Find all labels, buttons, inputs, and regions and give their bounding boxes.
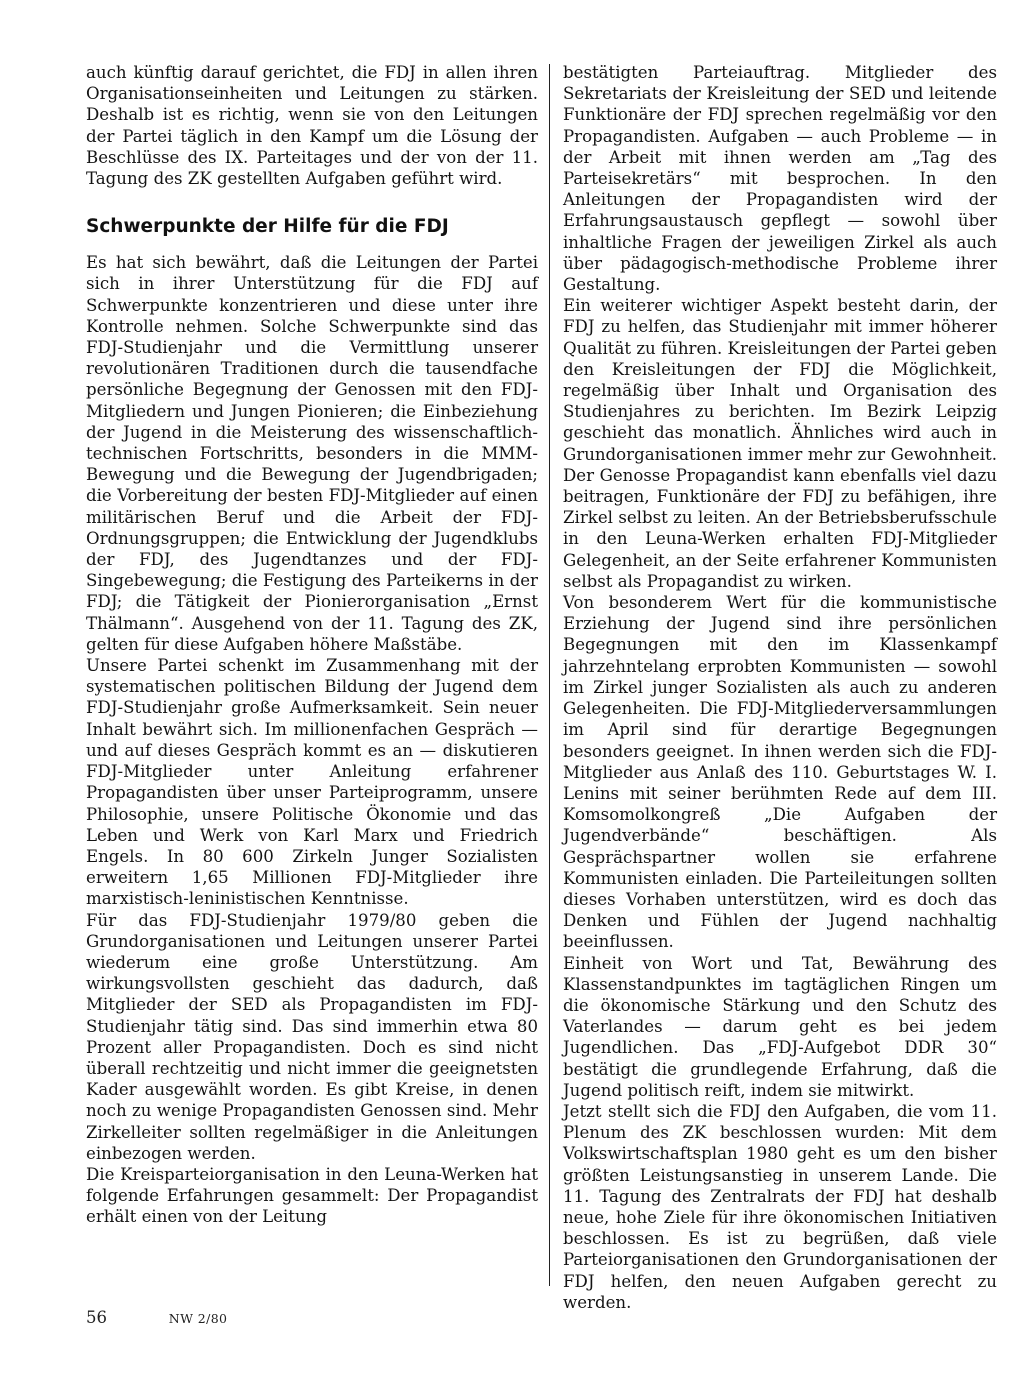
paragraph: Jetzt stellt sich die FDJ den Aufgaben, die vom 11. Plenum des ZK beschlossen wurden: Mit dem Volkswirtschaftsplan 1980 geht es um den bisher größten Leistungsanstieg in unserem Lande. Die 11. Tagung des Zentralrats der FDJ hat deshalb neue, hohe Ziele für ihre ökonomischen Initiativen beschlossen. Es ist zu begrüßen, daß viele Parteiorganisationen den Grundorganisationen der FDJ helfen, den neuen Aufgaben gerecht zu werden. xyxy=(563,1101,997,1312)
right-column xyxy=(563,62,997,1313)
paragraph: Es hat sich bewährt, daß die Leitungen der Partei sich in ihrer Unterstützung für die FDJ auf Schwerpunkte konzentrieren und diese unter ihre Kontrolle nehmen. Solche Schwerpunkte sind das FDJ-Studienjahr und die Vermittlung unserer revolutionären Traditionen durch die tausendfache persönliche Begegnung der Genossen mit den FDJ-Mitgliedern und Jungen Pionieren; die Einbeziehung der Jugend in die Meisterung des wissenschaftlich-technischen Fortschritts, besonders in die MMM-Bewegung und die Bewegung der Jugendbrigaden; die Vorbereitung der besten FDJ-Mitglieder auf einen militärischen Beruf und die Arbeit der FDJ-Ordnungsgruppen; die Entwicklung der Jugendklubs der FDJ, des Jugendtanzes und der FDJ-Singebewegung; die Festigung des Parteikerns in der FDJ; die Tätigkeit der Pionierorganisation „Ernst Thälmann“. Ausgehend von der 11. Tagung des ZK, gelten für diese Aufgaben höhere Maßstäbe. xyxy=(86,253,538,654)
paragraph: Die Kreisparteiorganisation in den Leuna-Werken hat folgende Erfahrungen gesammelt: Der Propagandist erhält einen von der Leitung xyxy=(86,1164,538,1227)
page-footer xyxy=(86,1308,227,1327)
paragraph-continued: bestätigten Parteiauftrag. Mitglieder des Sekretariats der Kreisleitung der SED und leitende Funktionäre der FDJ sprechen regelmäßig vor den Propagandisten. Aufgaben — auch Probleme — in der Arbeit mit ihnen werden am „Tag des Parteisekretärs“ mit besprochen. In den Anleitungen der Propagandisten wird der Erfahrungsaustausch gepflegt — sowohl über inhaltliche Fragen der jeweiligen Zirkel als auch über pädagogisch-methodische Probleme ihrer Gestaltung. xyxy=(563,63,997,295)
paragraph: Unsere Partei schenkt im Zusammenhang mit der systematischen politischen Bildung der Jugend dem FDJ-Studienjahr große Aufmerksamkeit. Sein neuer Inhalt bewährt sich. Im millionenfachen Gespräch — und auf dieses Gespräch kommt es an — diskutieren FDJ-Mitglieder unter Anleitung erfahrener Propagandisten über unser Parteiprogramm, unsere Philosophie, unsere Politische Ökonomie und das Leben und Werk von Karl Marx und Friedrich Engels. In 80 600 Zirkeln Junger Sozialisten erweitern 1,65 Millionen FDJ-Mitglieder ihre marxistisch-leninistischen Kenntnisse. xyxy=(86,656,538,909)
paragraph: Für das FDJ-Studienjahr 1979/80 geben die Grundorganisationen und Leitungen unserer Partei wiederum eine große Unterstützung. Am wirkungsvollsten geschieht das dadurch, daß Mitglieder der SED als Propagandisten im FDJ-Studienjahr tätig sind. Das sind immerhin etwa 80 Prozent aller Propagandisten. Doch es sind nicht überall rechtzeitig und nicht immer die geeignetsten Kader ausgewählt worden. Es gibt Kreise, in denen noch zu wenige Propagandisten Genossen sind. Mehr Zirkelleiter sollten regelmäßiger in die Anleitungen einbezogen werden. xyxy=(86,910,538,1163)
section-heading: Schwerpunkte der Hilfe für die FDJ xyxy=(86,216,449,238)
paragraph: Von besonderem Wert für die kommunistische Erziehung der Jugend sind ihre persönlichen Begegnungen mit den im Klassenkampf jahrzehntelang erprobten Kommunisten — sowohl im Zirkel junger Sozialisten als auch zu anderen Gelegenheiten. Die FDJ-Mitgliederversammlungen im April sind für derartige Begegnungen besonders geeignet. In ihnen werden sich die FDJ-Mitglieder aus Anlaß des 110. Geburtstages W. I. Lenins mit seiner berühmten Rede auf dem III. Komsomolkongreß „Die Aufgaben der Jugendverbände“ beschäftigen. Als Gesprächspartner wollen sie erfahrene Kommunisten einladen. Die Parteileitungen sollten dieses Vorhaben unterstützen, wird es doch das Denken und Fühlen der Jugend nachhaltig beeinflussen. xyxy=(563,593,997,952)
paragraph: Einheit von Wort und Tat, Bewährung des Klassenstandpunktes im tagtäglichen Ringen um die ökonomische Stärkung und den Schutz des Vaterlandes — darum geht es bei jedem Jugendlichen. Das „FDJ-Aufgebot DDR 30“ bestätigt die grundlegende Erfahrung, daß die Jugend politisch reift, indem sie mitwirkt. xyxy=(563,953,997,1100)
page-number: 56 xyxy=(86,1308,107,1327)
paragraph-continued: auch künftig darauf gerichtet, die FDJ in allen ihren Organisationseinheiten und Leitungen zu stärken. Deshalb ist es richtig, wenn sie von den Leitungen der Partei täglich in den Kampf um die Lösung der Beschlüsse des IX. Parteitages und der von der 11. Tagung des ZK gestellten Aufgaben geführt wird. xyxy=(86,63,538,189)
column-divider xyxy=(549,64,550,1286)
left-column xyxy=(86,62,538,1228)
paragraph: Ein weiterer wichtiger Aspekt besteht darin, der FDJ zu helfen, das Studienjahr mit immer höherer Qualität zu führen. Kreisleitungen der Partei geben den Kreisleitungen der FDJ die Möglichkeit, regelmäßig über Inhalt und Organisation des Studienjahres zu berichten. Im Bezirk Leipzig geschieht das monatlich. Ähnliches wird auch in Grundorganisationen immer mehr zur Gewohnheit. Der Genosse Propagandist kann ebenfalls viel dazu beitragen, Funktionäre der FDJ zu befähigen, ihre Zirkel selbst zu leiten. An der Betriebsberufsschule in den Leuna-Werken erhalten FDJ-Mitglieder Gelegenheit, an der Seite erfahrener Kommunisten selbst als Propagandist zu wirken. xyxy=(563,296,997,591)
issue-reference: NW 2/80 xyxy=(168,1311,228,1326)
